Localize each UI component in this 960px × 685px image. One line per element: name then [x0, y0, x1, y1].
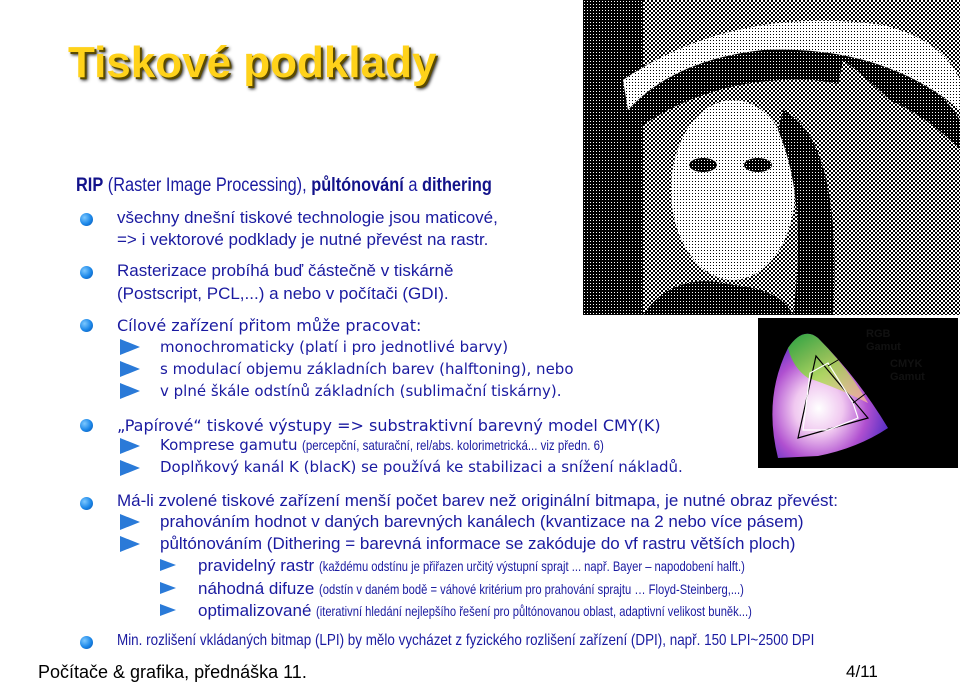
bullet-5-sub-1: prahováním hodnot v daných barevných kanálech (kvantizace na 2 nebo více pásem)	[160, 512, 804, 531]
cmyk-label-line1: CMYK	[890, 358, 923, 370]
sub-bullet-arrow	[120, 383, 140, 399]
bullet-2-line-2: (Postscript, PCL,...) a nebo v počítači (GDI).	[117, 284, 449, 303]
optimized-detail: (iterativní hledání nejlepšího řešení pro půltónovanou oblast, adaptivní velikost buněk...)	[315, 603, 752, 619]
bullet-5-subsub-1	[198, 556, 851, 576]
bullet-dot	[80, 266, 93, 279]
cmyk-gamut-label	[890, 358, 925, 384]
rip-term: RIP	[76, 175, 104, 196]
gamut-compression: Komprese gamutu	[160, 436, 298, 454]
sub-bullet-arrow	[120, 536, 140, 552]
pultonovani-term: půltónování	[311, 175, 404, 196]
sub-sub-bullet-arrow	[160, 604, 176, 616]
bullet-dot	[80, 419, 93, 432]
sub-bullet-arrow	[120, 460, 140, 476]
slide-title: Tiskové podklady	[68, 38, 437, 87]
bullet-dot	[80, 497, 93, 510]
dithering-term: dithering	[421, 175, 492, 196]
rgb-label-line1: RGB	[866, 328, 891, 340]
rip-and: a	[408, 175, 418, 196]
cmyk-label-line2: Gamut	[890, 371, 925, 383]
bullet-dot	[80, 319, 93, 332]
sub-bullet-arrow	[120, 339, 140, 355]
sub-bullet-arrow	[120, 514, 140, 530]
gamut-compression-detail: (percepční, saturační, rel/abs. kolorimetrická... viz předn. 6)	[301, 437, 604, 453]
optimized: optimalizované	[198, 601, 312, 620]
bullet-dot	[80, 636, 93, 649]
bullet-4-sub-1	[160, 436, 670, 455]
bullet-3-sub-3: v plné škále odstínů základních (sublimační tiskárny).	[160, 382, 562, 400]
sub-sub-bullet-arrow	[160, 559, 176, 571]
bullet-4-sub-2: Doplňkový kanál K (blacK) se používá ke stabilizaci a snížení nákladů.	[160, 458, 683, 476]
sub-bullet-arrow	[120, 361, 140, 377]
rgb-label-line2: Gamut	[866, 341, 901, 353]
regular-raster: pravidelný rastr	[198, 556, 315, 575]
rip-expl: (Raster Image Processing),	[107, 175, 307, 196]
sub-sub-bullet-arrow	[160, 582, 176, 594]
bullet-5-sub-2: půltónováním (Dithering = barevná informace se zakóduje do vf rastru větších ploch)	[160, 534, 796, 553]
bullet-3-sub-2: s modulací objemu základních barev (halftoning), nebo	[160, 360, 574, 378]
bullet-3: Cílové zařízení přitom může pracovat:	[117, 316, 422, 335]
dithered-photo	[583, 0, 960, 315]
rip-line	[76, 175, 492, 197]
bullet-2-line-1: Rasterizace probíhá buď částečně v tiskárně	[117, 261, 454, 280]
bullet-5-subsub-2	[198, 579, 850, 599]
bullet-5-subsub-3	[198, 601, 861, 621]
bullet-6	[117, 632, 947, 650]
bullet-3-sub-1: monochromaticky (platí i pro jednotlivé barvy)	[160, 338, 509, 356]
bullet-1-line-2: => i vektorové podklady je nutné převést na rastr.	[117, 230, 489, 249]
bullet-6-text: Min. rozlišení vkládaných bitmap (LPI) by mělo vycházet z fyzického rozlišení zařízení (DPI), např. 150 LPI~2500 DPI	[117, 632, 815, 649]
bullet-4: „Papírové“ tiskové výstupy => substraktivní barevný model CMY(K)	[117, 416, 661, 435]
gamut-diagram	[758, 318, 958, 468]
bullet-5: Má-li zvolené tiskové zařízení menší počet barev než originální bitmapa, je nutné obraz převést:	[117, 491, 838, 510]
bullet-1-line-1: všechny dnešní tiskové technologie jsou maticové,	[117, 208, 498, 227]
random-diffusion-detail: (odstín v daném bodě = váhové kritérium pro prahování sprajtu … Floyd-Steinberg,...)	[318, 581, 744, 597]
footer-page-number: 4/11	[846, 662, 878, 681]
rgb-gamut-label	[866, 328, 901, 354]
random-diffusion: náhodná difuze	[198, 579, 315, 598]
bullet-dot	[80, 213, 93, 226]
sub-bullet-arrow	[120, 438, 140, 454]
regular-raster-detail: (každému odstínu je přiřazen určitý výstupní sprajt ... např. Bayer – napodobení halft.)	[318, 558, 745, 574]
footer-course: Počítače & grafika, přednáška 11.	[38, 662, 307, 682]
